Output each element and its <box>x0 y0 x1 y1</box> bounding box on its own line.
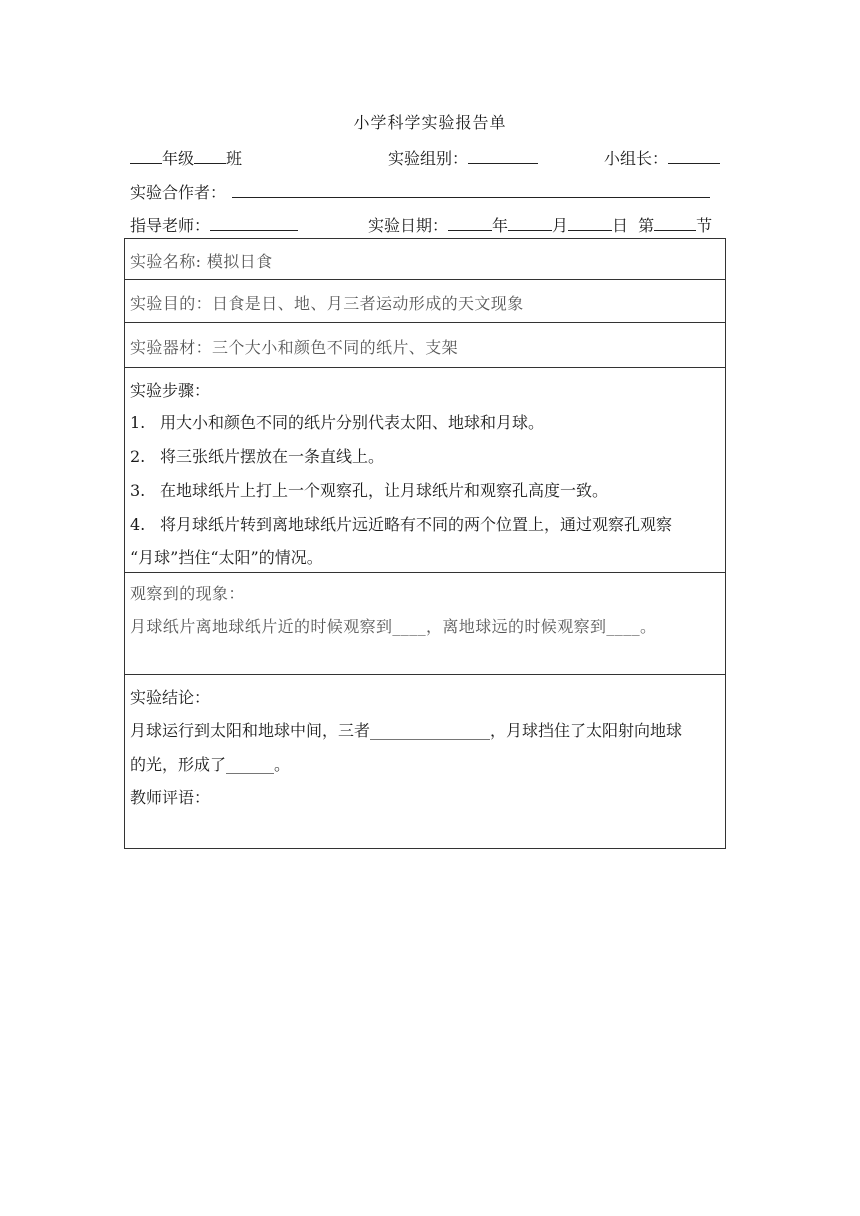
leader-blank[interactable] <box>668 147 720 164</box>
year-blank[interactable] <box>448 214 492 231</box>
grade-blank[interactable] <box>130 147 162 164</box>
partners-label: 实验合作者： <box>130 183 227 202</box>
leader-label: 小组长： <box>604 149 669 168</box>
experiment-purpose: 实验目的：日食是日、地、月三者运动形成的天文现象 <box>130 294 524 313</box>
step-item <box>130 444 384 467</box>
step-number: 1. <box>130 413 146 432</box>
step-number: 4. <box>130 515 146 534</box>
experiment-name-cell <box>125 239 725 280</box>
partners-blank[interactable] <box>232 181 710 198</box>
month-label: 月 <box>552 216 569 235</box>
period-prefix: 第 <box>638 216 655 235</box>
step-text: 在地球纸片上打上一个观察孔，让月球纸片和观察孔高度一致。 <box>160 481 609 500</box>
experiment-materials: 实验器材：三个大小和颜色不同的纸片、支架 <box>130 338 459 357</box>
group-label: 实验组别： <box>388 149 469 168</box>
teacher-comment-label: 教师评语： <box>130 788 211 807</box>
step-continuation: “月球”挡住“太阳”的情况。 <box>130 548 323 567</box>
step-text: 用大小和颜色不同的纸片分别代表太阳、地球和月球。 <box>160 413 545 432</box>
report-table <box>124 238 726 849</box>
class-label: 班 <box>226 149 243 168</box>
group-field <box>388 146 538 169</box>
date-field <box>368 213 712 236</box>
year-label: 年 <box>492 216 509 235</box>
conclusion-line-2[interactable]: 的光，形成了______。 <box>130 755 291 774</box>
observation-cell <box>125 573 725 675</box>
period-blank[interactable] <box>654 214 696 231</box>
experiment-purpose-cell <box>125 280 725 323</box>
grade-class-field <box>130 146 242 169</box>
observation-label: 观察到的现象： <box>130 584 245 603</box>
step-number: 3. <box>130 481 146 500</box>
leader-field <box>604 146 720 169</box>
group-blank[interactable] <box>468 147 538 164</box>
steps-label: 实验步骤： <box>130 381 211 400</box>
partners-field <box>130 180 710 203</box>
step-text: 将月球纸片转到离地球纸片远近略有不同的两个位置上，通过观察孔观察 <box>160 515 673 534</box>
month-blank[interactable] <box>508 214 552 231</box>
step-item <box>130 410 544 433</box>
step-number: 2. <box>130 447 146 466</box>
experiment-name: 实验名称: 模拟日食 <box>130 252 273 271</box>
grade-label: 年级 <box>162 149 195 168</box>
period-suffix: 节 <box>696 216 713 235</box>
experiment-steps-cell <box>125 368 725 573</box>
step-item <box>130 512 672 535</box>
day-label: 日 <box>612 216 629 235</box>
conclusion-line-1[interactable]: 月球运行到太阳和地球中间，三者_______________，月球挡住了太阳射向地球 <box>130 721 683 740</box>
conclusion-label: 实验结论： <box>130 688 211 707</box>
teacher-label: 指导老师： <box>130 216 211 235</box>
teacher-blank[interactable] <box>210 214 298 231</box>
conclusion-cell <box>125 675 725 850</box>
step-text: 将三张纸片摆放在一条直线上。 <box>160 447 385 466</box>
teacher-field <box>130 213 298 236</box>
experiment-materials-cell <box>125 323 725 368</box>
day-blank[interactable] <box>568 214 612 231</box>
page-title: 小学科学实验报告单 <box>353 113 507 132</box>
class-blank[interactable] <box>194 147 226 164</box>
step-item <box>130 478 608 501</box>
date-label: 实验日期： <box>368 216 449 235</box>
observation-text[interactable]: 月球纸片离地球纸片近的时候观察到____，离地球远的时候观察到____。 <box>130 617 657 636</box>
